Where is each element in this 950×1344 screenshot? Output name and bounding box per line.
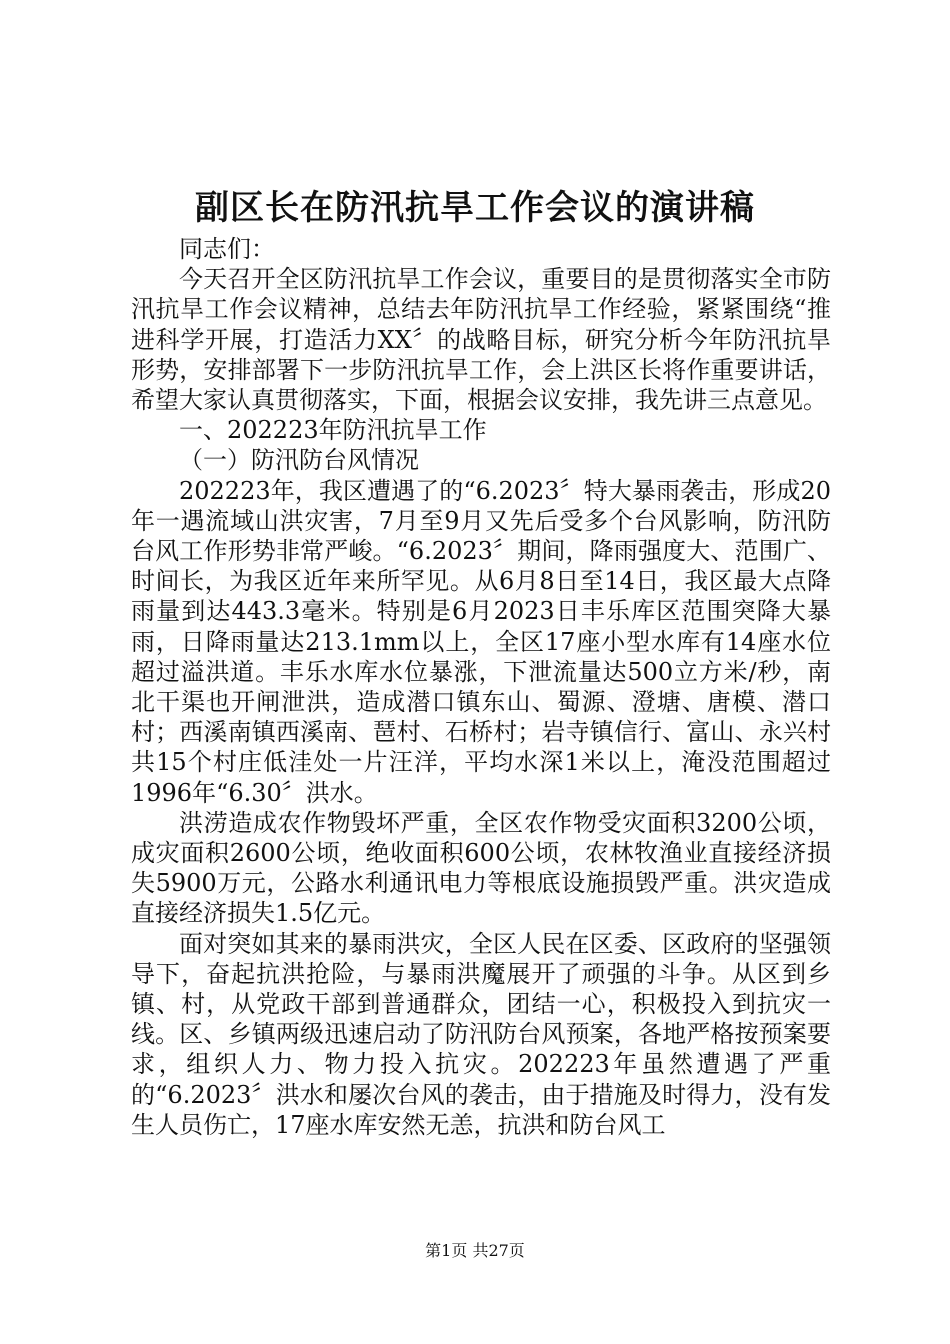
document-body [131,234,831,1140]
damage-paragraph: 洪涝造成农作物毁坏严重，全区农作物受灾面积3200公顷，成灾面积2600公顷，绝收面积600公顷，农林牧渔业直接经济损失5900万元，公路水利通讯电力等根底设施损毁严重。洪灾造成直接经济损失1.5亿元。 [131,808,831,928]
subsection-heading: （一）防汛防台风情况 [179,446,419,475]
section-heading: 一、202223年防汛抗旱工作 [179,416,487,445]
salutation-paragraph: 同志们： [179,235,275,263]
document-title: 副区长在防汛抗旱工作会议的演讲稿 [195,188,755,228]
intro-paragraph: 今天召开全区防汛抗旱工作会议，重要目的是贯彻落实全市防汛抗旱工作会议精神，总结去年防汛抗旱工作经验，紧紧围绕“推进科学开展，打造活力XX〞的战略目标，研究分析今年防汛抗旱形势，安排部署下一步防汛抗旱工作，会上洪区长将作重要讲话，希望大家认真贯彻落实，下面，根据会议安排，我先讲三点意见。 [131,265,831,415]
flood-event-paragraph: 202223年，我区遭遇了的“6.2023〞特大暴雨袭击，形成20年一遇流域山洪灾害，7月至9月又先后受多个台风影响，防汛防台风工作形势非常严峻。“6.2023〞期间，降雨强度大、范围广、时间长，为我区近年来所罕见。从6月8日至14日，我区最大点降雨量到达443.3毫米。特别是6月2023日丰乐库区范围突降大暴雨，日降雨量达213.1mm以上，全区17座小型水库有14座水位超过溢洪道。丰乐水库水位暴涨，下泄流量达500立方米/秒，南北干渠也开闸泄洪，造成潜口镇东山、蜀源、澄塘、唐模、潜口村；西溪南镇西溪南、琶村、石桥村；岩寺镇信行、富山、永兴村共15个村庄低洼处一片汪洋，平均水深1米以上，淹没范围超过1996年“6.30〞洪水。 [131,476,831,807]
page-number-footer: 第1页 共27页 [425,1241,525,1260]
response-paragraph: 面对突如其来的暴雨洪灾，全区人民在区委、区政府的坚强领导下，奋起抗洪抢险，与暴雨洪魔展开了顽强的斗争。从区到乡镇、村，从党政干部到普通群众，团结一心，积极投入到抗灾一线。区、乡镇两级迅速启动了防汛防台风预案，各地严格按预案要求，组织人力、物力投入抗灾。202223年虽然遭遇了严重的“6.2023〞洪水和屡次台风的袭击，由于措施及时得力，没有发生人员伤亡，17座水库安然无恙，抗洪和防台风工 [131,929,831,1139]
